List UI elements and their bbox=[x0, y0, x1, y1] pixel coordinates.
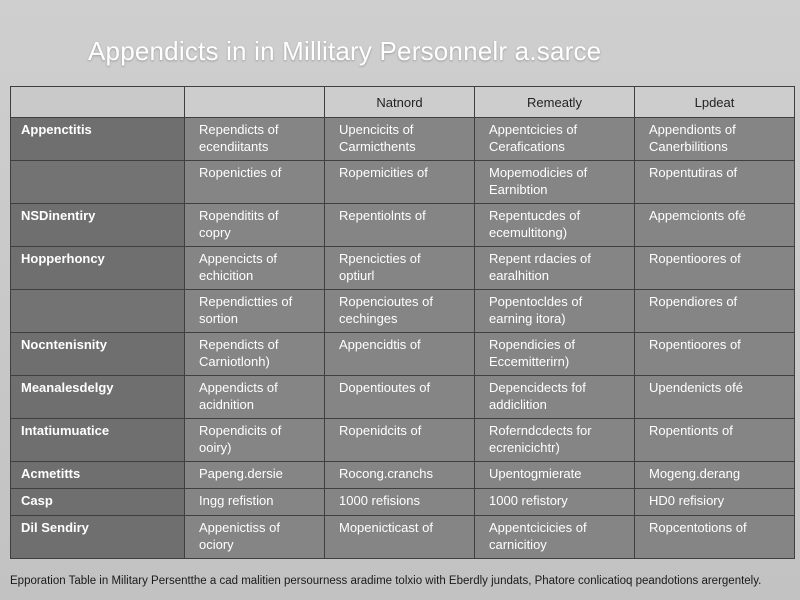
table-row bbox=[11, 161, 795, 204]
table-cell: 1000 refisions bbox=[325, 489, 475, 516]
table-cell: Appendionts of Canerbilitions bbox=[635, 118, 795, 161]
table-row bbox=[11, 118, 795, 161]
table-row bbox=[11, 419, 795, 462]
table-cell: Ropentutiras of bbox=[635, 161, 795, 204]
table-cell: Rependicts of Carniotlonh) bbox=[185, 333, 325, 376]
table-cell: Depencidects fof addiclition bbox=[475, 376, 635, 419]
table-cell: Rependicts of ecendiitants bbox=[185, 118, 325, 161]
table-cell: Appentcicies of Cerafications bbox=[475, 118, 635, 161]
table-cell: Ropendicies of Eccemitterirn) bbox=[475, 333, 635, 376]
table-cell: Ropentioores of bbox=[635, 333, 795, 376]
column-header: Natnord bbox=[325, 87, 475, 118]
table-cell: Repent rdacies of earalhition bbox=[475, 247, 635, 290]
table-cell: Papeng.dersie bbox=[185, 462, 325, 489]
table-cell: Ropenicties of bbox=[185, 161, 325, 204]
table-cell: Roferndcdects for ecrenicichtr) bbox=[475, 419, 635, 462]
table-row bbox=[11, 376, 795, 419]
table-cell: Appendicts of acidnition bbox=[185, 376, 325, 419]
table-cell: Dopentioutes of bbox=[325, 376, 475, 419]
page-title: Appendicts in in Millitary Personnelr a.sarce bbox=[88, 36, 602, 66]
row-label: Casp bbox=[11, 489, 185, 516]
table-cell: HD0 refisiory bbox=[635, 489, 795, 516]
table-cell: Appentcicicies of carnicitioy bbox=[475, 516, 635, 559]
table-row bbox=[11, 516, 795, 559]
table-header-row bbox=[11, 87, 795, 118]
table-cell: Upencicits of Carmicthents bbox=[325, 118, 475, 161]
row-label: Hopperhoncy bbox=[11, 247, 185, 290]
column-header bbox=[185, 87, 325, 118]
table-cell: Mogeng.derang bbox=[635, 462, 795, 489]
row-label: Nocntenisnity bbox=[11, 333, 185, 376]
table-cell: Repentiolnts of bbox=[325, 204, 475, 247]
table-cell: Ropencioutes of cechinges bbox=[325, 290, 475, 333]
row-label: Meanalesdelgy bbox=[11, 376, 185, 419]
table-row bbox=[11, 290, 795, 333]
row-label: Acmetitts bbox=[11, 462, 185, 489]
column-header: Remeatly bbox=[475, 87, 635, 118]
table-cell: Appenictiss of ociory bbox=[185, 516, 325, 559]
data-table bbox=[10, 86, 795, 559]
table-cell: Ropenditits of copry bbox=[185, 204, 325, 247]
column-header bbox=[11, 87, 185, 118]
table-cell: Ropendiores of bbox=[635, 290, 795, 333]
table-body bbox=[11, 118, 795, 559]
table-cell: Appencicts of echicition bbox=[185, 247, 325, 290]
table-cell: Rocong.cranchs bbox=[325, 462, 475, 489]
table-row bbox=[11, 333, 795, 376]
table-cell: Ropenidcits of bbox=[325, 419, 475, 462]
table-cell: Ropentioores of bbox=[635, 247, 795, 290]
table-cell: Upendenicts ofé bbox=[635, 376, 795, 419]
row-label: Intatiumuatice bbox=[11, 419, 185, 462]
table-cell: Ropentionts of bbox=[635, 419, 795, 462]
table-cell: Popentocldes of earning itora) bbox=[475, 290, 635, 333]
table-cell: Appencidtis of bbox=[325, 333, 475, 376]
table-cell: 1000 refistory bbox=[475, 489, 635, 516]
row-label bbox=[11, 290, 185, 333]
table-cell: Mopemodicies of Earnibtion bbox=[475, 161, 635, 204]
table-cell: Appemcionts ofé bbox=[635, 204, 795, 247]
column-header: Lpdeat bbox=[635, 87, 795, 118]
table-row bbox=[11, 247, 795, 290]
table-row bbox=[11, 489, 795, 516]
row-label: NSDinentiry bbox=[11, 204, 185, 247]
footnote: Epporation Table in Military Persentthe a cad malitien persourness aradime tolxio with Eberdly jundats, Phatore conlicatioq peandotions arergentely. bbox=[10, 575, 762, 587]
table-cell: Upentogmierate bbox=[475, 462, 635, 489]
table-row bbox=[11, 204, 795, 247]
table-cell: Ingg refistion bbox=[185, 489, 325, 516]
table-cell: Ropemicities of bbox=[325, 161, 475, 204]
table-row bbox=[11, 462, 795, 489]
table-cell: Mopenicticast of bbox=[325, 516, 475, 559]
row-label bbox=[11, 161, 185, 204]
table-cell: Ropendicits of ooiry) bbox=[185, 419, 325, 462]
table-cell: Ropcentotions of bbox=[635, 516, 795, 559]
row-label: Appenctitis bbox=[11, 118, 185, 161]
table-cell: Repentucdes of ecemultitong) bbox=[475, 204, 635, 247]
row-label: Dil Sendiry bbox=[11, 516, 185, 559]
table-cell: Rependictties of sortion bbox=[185, 290, 325, 333]
table-cell: Rpencicties of optiurl bbox=[325, 247, 475, 290]
